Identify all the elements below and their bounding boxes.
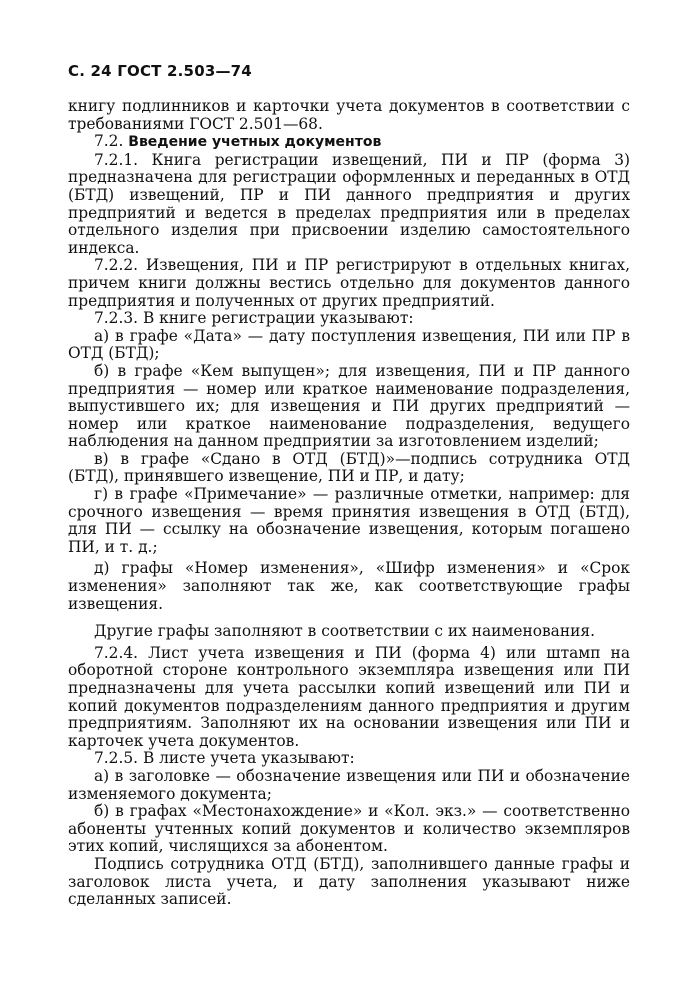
list-item-7-2-5-b: б) в графах «Местонахождение» и «Кол. экз.» — соответственно абоненты учтенных копий документов и количество экземпляров этих копий, числящихся за абонентом. <box>68 802 630 856</box>
paragraph-7-2-1: 7.2.1. Книга регистрации извещений, ПИ и ПР (форма 3) предназначена для регистрации оформленных и переданных в ОТД (БТД) извещений, ПР и ПИ данного предприятия и других предприятий и ведется в пределах предприятия или в пределах отдельного изделия при присвоении изделию самостоятельного индекса. <box>68 150 630 257</box>
paragraph-7-2-2: 7.2.2. Извещения, ПИ и ПР регистрируют в отдельных книгах, причем книги должны вестись отдельно для документов данного предприятия и полученных от других предприятий. <box>68 256 630 310</box>
paragraph-7-2-3: 7.2.3. В книге регистрации указывают: <box>94 309 414 328</box>
list-item-7-2-3-v: в) в графе «Сдано в ОТД (БТД)»—подпись сотрудника ОТД (БТД), принявшего извещение, ПИ и ПР, и дату; <box>68 449 630 486</box>
paragraph-other-columns: Другие графы заполняют в соответствии с их наименования. <box>94 622 595 641</box>
list-item-7-2-5-a: а) в заголовке — обозначение извещения или ПИ и обозначение изменяемого документа; <box>68 766 630 803</box>
document-body <box>68 98 630 909</box>
paragraph-7-2-4: 7.2.4. Лист учета извещения и ПИ (форма 4) или штамп на оборотной стороне контрольного экземпляра извещения или ПИ предназначены для учета рассылки копий извещений или ПИ и копий документов подразделениям данного предприятия и другим предприятиям. Заполняют их на основании извещения или ПИ и карточек учета документов. <box>68 643 630 750</box>
page-header <box>68 62 252 80</box>
paragraph-7-2-5: 7.2.5. В листе учета указывают: <box>94 749 355 768</box>
paragraph-continuation: книгу подлинников и карточки учета документов в соответствии с требованиями ГОСТ 2.501—68. <box>68 97 630 133</box>
list-item-7-2-3-a: а) в графе «Дата» — дату поступления извещения, ПИ или ПР в ОТД (БТД); <box>68 326 630 363</box>
section-number: 7.2. <box>94 132 124 151</box>
list-item-7-2-3-b: б) в графе «Кем выпущен»; для извещения, ПИ и ПР данного предприятия — номер или краткое наименование подразделения, выпустившего их; для извещения и ПИ других предприятий — номер или краткое наименование подразделения, ведущего наблюдения на данном предприятии за изготовлением изделий; <box>68 361 630 451</box>
paragraph-signature: Подпись сотрудника ОТД (БТД), заполнившего данные графы и заголовок листа учета, и дату заполнения указывают ниже сделанных записей. <box>68 854 630 909</box>
list-item-7-2-3-g: г) в графе «Примечание» — различные отметки, например: для срочного извещения — время принятия извещения в ОТД (БТД), для ПИ — ссылку на обозначение извещения, которым погашено ПИ, и т. д.; <box>68 485 630 556</box>
section-title: Введение учетных документов <box>128 134 382 151</box>
page-number: С. 24 <box>68 62 112 80</box>
standard-designation: ГОСТ 2.503—74 <box>117 62 252 80</box>
section-heading-7-2 <box>68 133 630 152</box>
list-item-7-2-3-d: д) графы «Номер изменения», «Шифр изменения» и «Срок изменения» заполняют так же, как соответствующие графы извещения. <box>68 559 630 613</box>
